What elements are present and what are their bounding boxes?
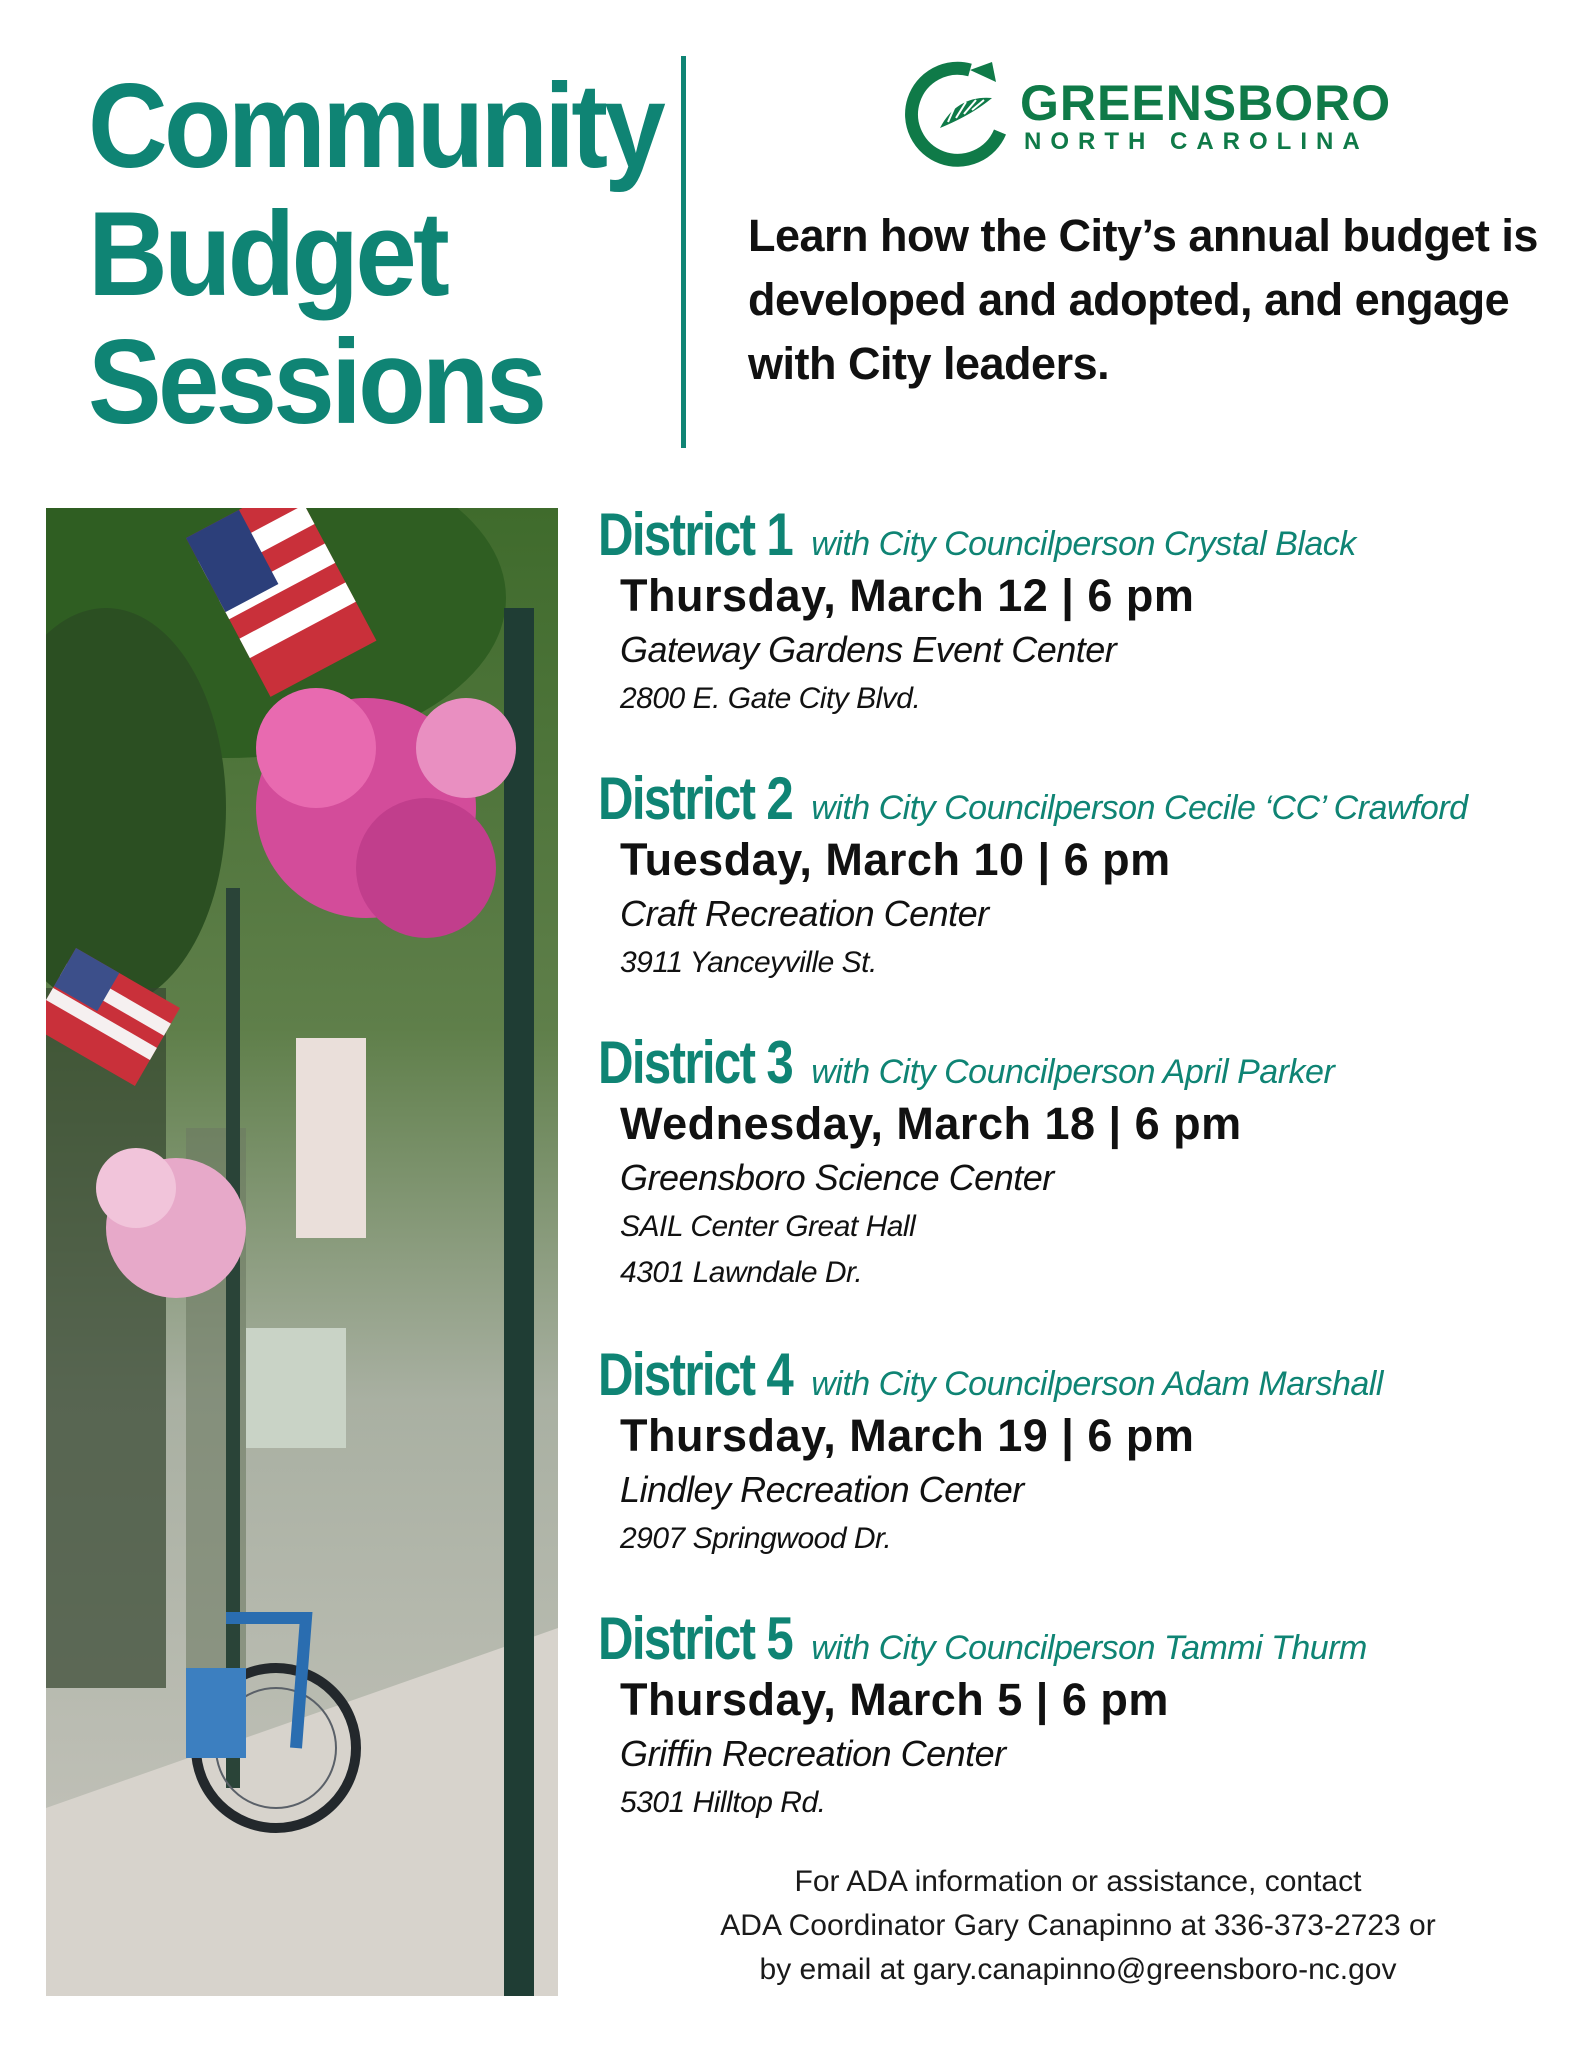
- session-district-4: [598, 1340, 1383, 1562]
- session-date: Tuesday, March 10 | 6 pm: [620, 834, 1171, 885]
- session-district-3: [598, 1028, 1334, 1296]
- session-address: 5301 Hilltop Rd.: [620, 1786, 826, 1819]
- street-photo: [46, 508, 558, 1996]
- session-venue: Gateway Gardens Event Center: [620, 629, 1117, 670]
- session-district-5: [598, 1604, 1367, 1826]
- ada-contact: [598, 1860, 1558, 1992]
- councilperson: with City Councilperson Adam Marshall: [811, 1365, 1383, 1403]
- session-address: 2800 E. Gate City Blvd.: [620, 682, 921, 715]
- session-venue: Greensboro Science Center: [620, 1157, 1054, 1198]
- session-date: Thursday, March 19 | 6 pm: [620, 1410, 1195, 1461]
- councilperson: with City Councilperson Tammi Thurm: [811, 1629, 1367, 1667]
- district-heading: [598, 1028, 1334, 1096]
- district-label: District 4: [598, 1341, 793, 1408]
- district-label: District 3: [598, 1029, 793, 1096]
- logo-emblem-icon: [900, 56, 1010, 176]
- session-date: Thursday, March 12 | 6 pm: [620, 570, 1195, 621]
- session-address: 2907 Springwood Dr.: [620, 1522, 892, 1555]
- district-heading: [598, 764, 1468, 832]
- ada-line-1: For ADA information or assistance, contact: [794, 1865, 1362, 1898]
- district-heading: [598, 1604, 1367, 1672]
- councilperson: with City Councilperson Crystal Black: [811, 525, 1356, 563]
- session-district-1: [598, 500, 1356, 722]
- session-venue: Lindley Recreation Center: [620, 1469, 1024, 1510]
- intro-text: Learn how the City’s annual budget is developed and adopted, and engage with City leaders.: [748, 210, 1538, 389]
- session-address-line-1: SAIL Center Great Hall: [620, 1210, 916, 1243]
- logo-subtitle: NORTH CAROLINA: [1024, 128, 1369, 155]
- session-date: Wednesday, March 18 | 6 pm: [620, 1098, 1242, 1149]
- councilperson: with City Councilperson Cecile ‘CC’ Crawford: [811, 789, 1468, 827]
- greensboro-logo: [900, 56, 1392, 176]
- ada-line-3: by email at gary.canapinno@greensboro-nc.gov: [759, 1953, 1397, 1986]
- page-title: [88, 59, 663, 449]
- session-venue: Craft Recreation Center: [620, 893, 989, 934]
- session-district-2: [598, 764, 1468, 986]
- session-address: 3911 Yanceyville St.: [620, 946, 877, 979]
- ada-line-2: ADA Coordinator Gary Canapinno at 336-373-2723 or: [720, 1909, 1436, 1942]
- logo-name: GREENSBORO: [1020, 75, 1392, 131]
- councilperson: with City Councilperson April Parker: [811, 1053, 1335, 1091]
- session-venue: Griffin Recreation Center: [620, 1733, 1006, 1774]
- district-label: District 5: [598, 1605, 793, 1672]
- district-label: District 1: [598, 501, 793, 568]
- district-heading: [598, 1340, 1383, 1408]
- district-label: District 2: [598, 765, 793, 832]
- vertical-divider: [681, 56, 686, 448]
- session-date: Thursday, March 5 | 6 pm: [620, 1674, 1169, 1725]
- title-line-3: Sessions: [88, 315, 544, 449]
- title-line-1: Community: [88, 59, 663, 193]
- title-line-2: Budget: [88, 187, 447, 321]
- session-address-line-2: 4301 Lawndale Dr.: [620, 1256, 863, 1289]
- district-heading: [598, 500, 1356, 568]
